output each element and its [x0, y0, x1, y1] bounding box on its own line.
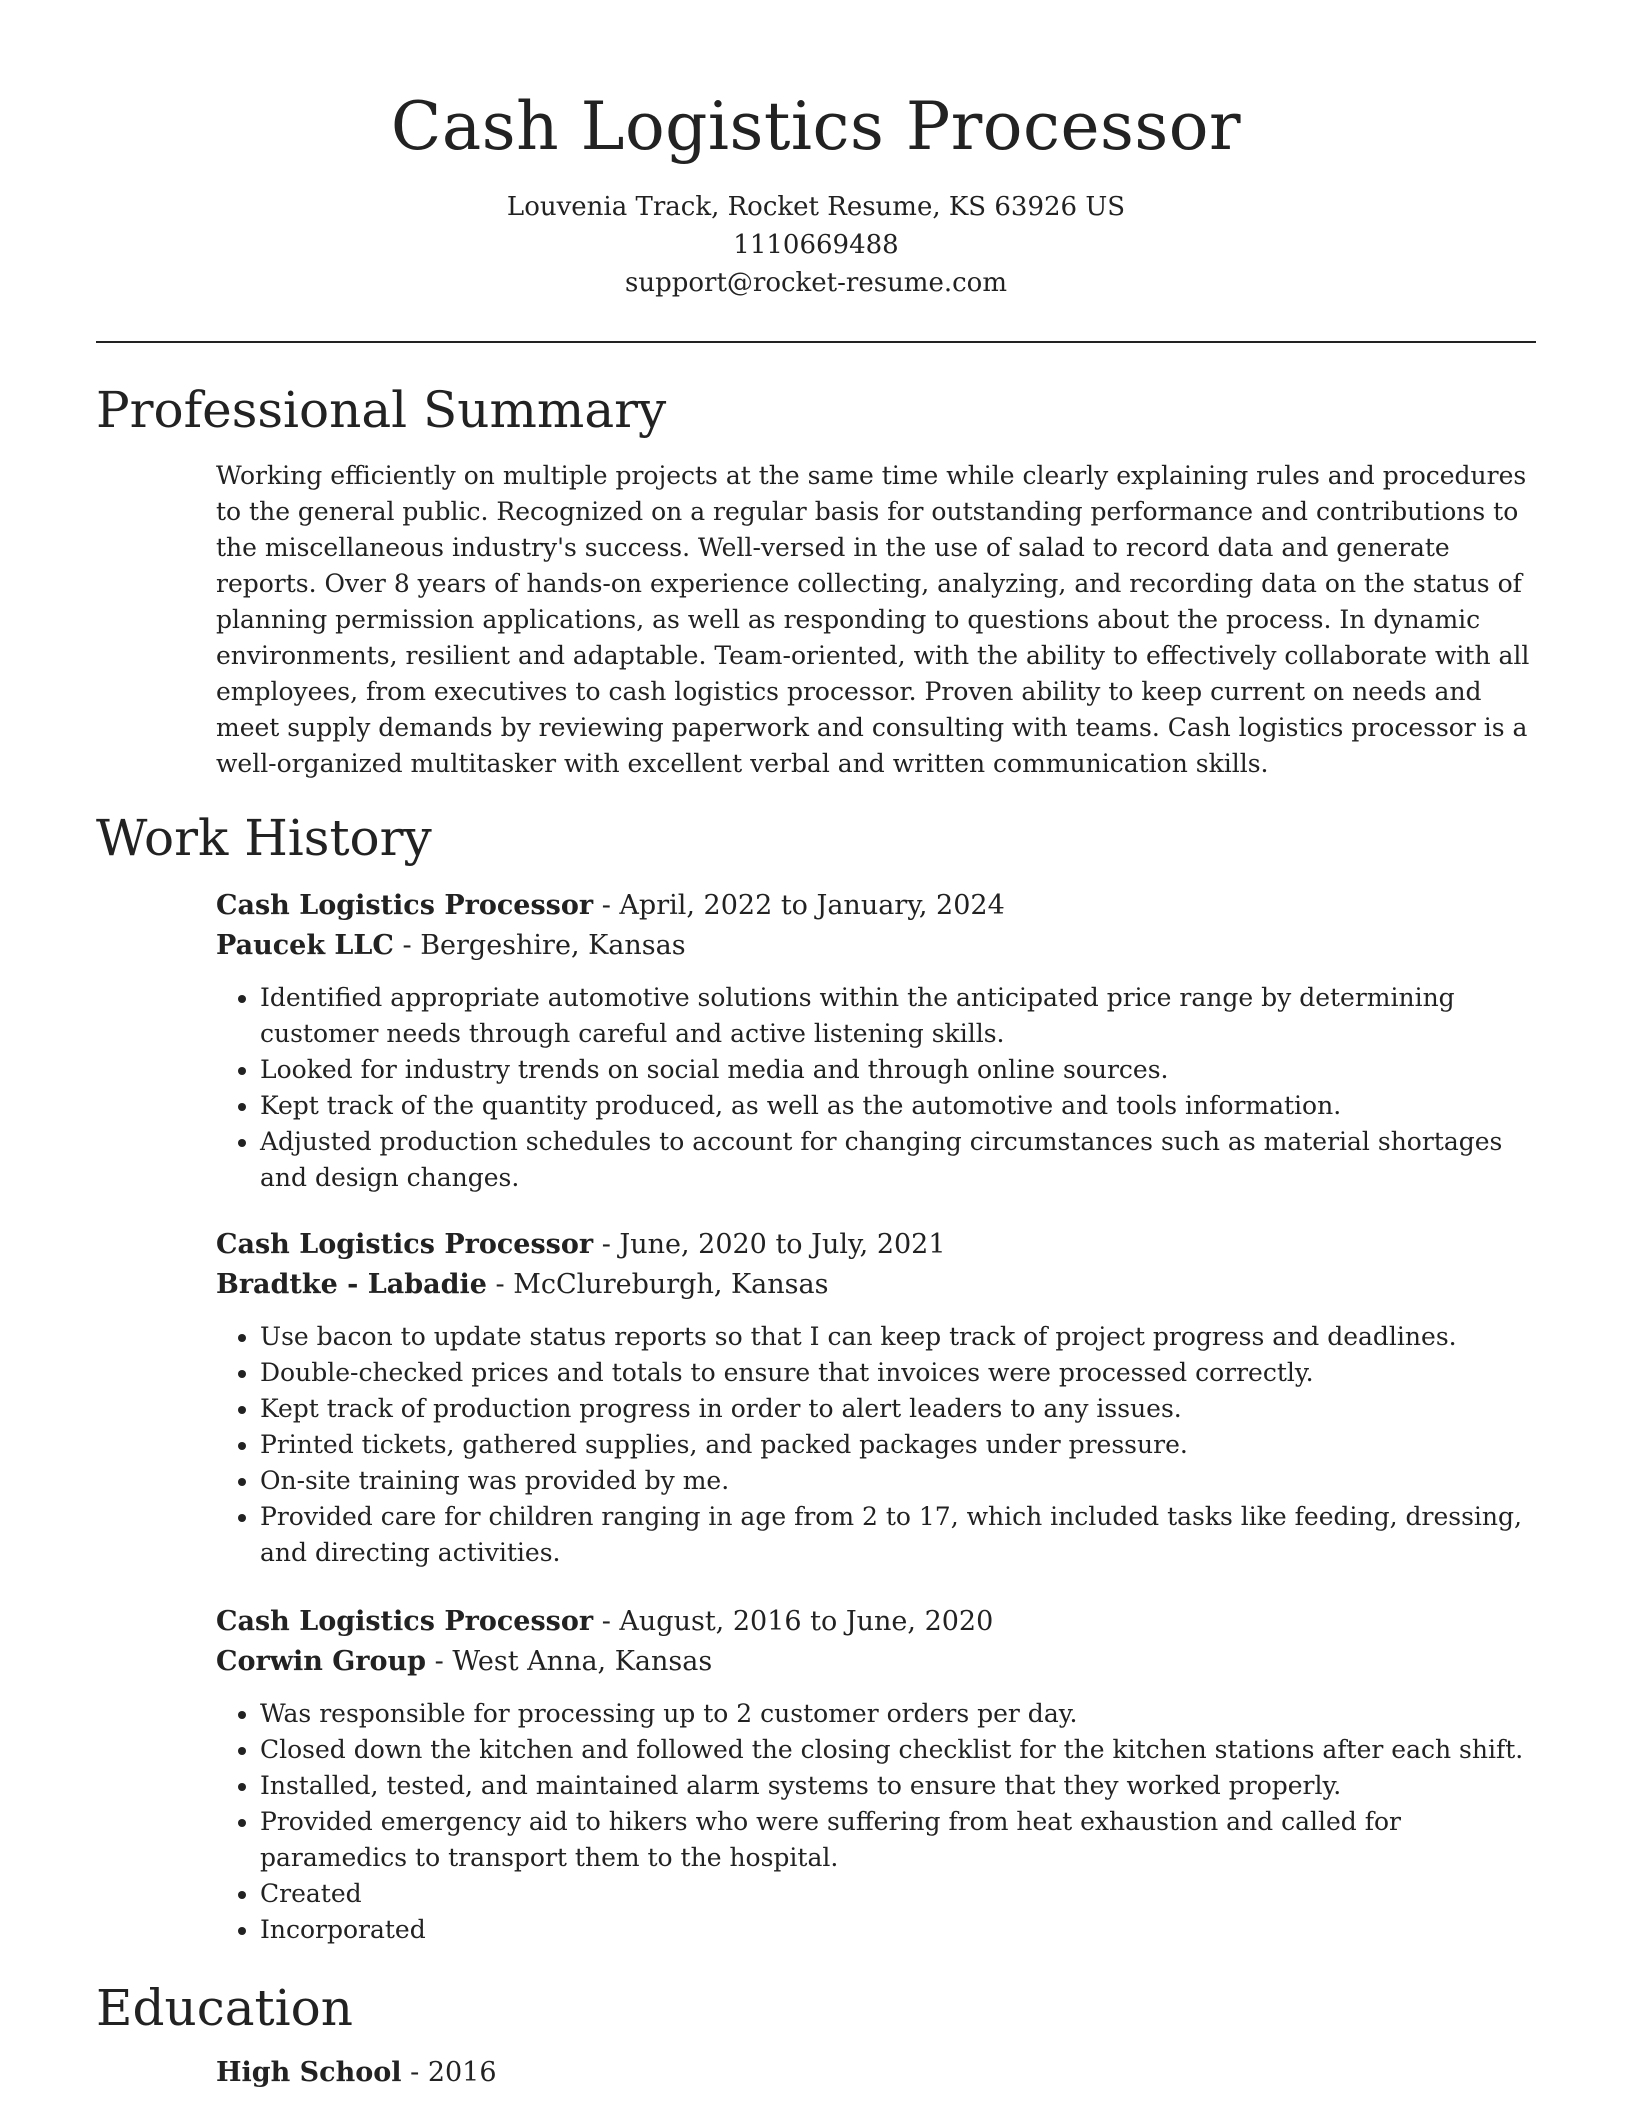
job-duties: [216, 1319, 1536, 1571]
duty-item: • Printed tickets, gathered supplies, and packed packages under pressure.: [260, 1427, 1536, 1463]
duty-item: • Kept track of production progress in order to alert leaders to any issues.: [260, 1391, 1536, 1427]
job-company: Corwin Group: [216, 1646, 427, 1677]
dash-separator: -: [393, 930, 421, 961]
dash-separator: -: [593, 1606, 620, 1637]
duty-item: • Kept track of the quantity produced, as well as the automotive and tools information.: [260, 1088, 1536, 1124]
summary-text: Working efficiently on multiple projects at the same time while clearly explaining rules and procedures to the general public. Recognized on a regular basis for outstanding performance and contributions to the miscellaneous industry's success. Well-versed in the use of salad to record data and generate reports. Over 8 years of hands-on experience collecting, analyzing, and recording data on the status of planning permission applications, as well as responding to questions about the process. In dynamic environments, resilient and adaptable. Team-oriented, with the ability to effectively collaborate with all employees, from executives to cash logistics processor. Proven ability to keep current on needs and meet supply demands by reviewing paperwork and consulting with teams. Cash logistics processor is a well-organized multitasker with excellent verbal and written communication skills.: [216, 461, 1530, 778]
email[interactable]: support@rocket-resume.com: [624, 268, 1007, 298]
duty-item: • Adjusted production schedules to account for changing circumstances such as material shortages and design changes.: [260, 1124, 1536, 1196]
job-location: McClureburgh, Kansas: [513, 1269, 829, 1300]
duty-item: • Identified appropriate automotive solutions within the anticipated price range by determining customer needs through careful and active listening skills.: [260, 980, 1536, 1052]
duty-item: • Installed, tested, and maintained alarm systems to ensure that they worked properly.: [260, 1768, 1536, 1804]
duty-item: • Was responsible for processing up to 2 customer orders per day.: [260, 1696, 1536, 1732]
job-entry: [216, 886, 1536, 1196]
job-location: West Anna, Kansas: [452, 1646, 713, 1677]
job-position: Cash Logistics Processor: [216, 890, 594, 921]
education-year: 2016: [427, 2057, 497, 2088]
dash-separator: -: [426, 1646, 453, 1677]
summary-heading: Professional Summary: [96, 381, 667, 439]
job-location: Bergeshire, Kansas: [420, 930, 686, 961]
header-divider: [96, 341, 1536, 343]
job-duties: [216, 1696, 1536, 1948]
job-duties: [216, 980, 1536, 1196]
dash-separator: -: [593, 1229, 620, 1260]
address: Louvenia Track, Rocket Resume, KS 63926 US: [506, 192, 1126, 222]
duty-item: • Closed down the kitchen and followed the closing checklist for the kitchen stations after each shift.: [260, 1732, 1536, 1768]
dash-separator: -: [401, 2057, 428, 2088]
job-company-line: [216, 1265, 1536, 1305]
phone: 1110669488: [733, 230, 899, 260]
dash-separator: -: [593, 890, 620, 921]
candidate-name: Cash Logistics Processor: [390, 88, 1242, 165]
job-entry: [216, 1602, 1536, 1948]
duty-item: • Use bacon to update status reports so that I can keep track of project progress and deadlines.: [260, 1319, 1536, 1355]
dash-separator: -: [486, 1269, 514, 1300]
job-title-line: [216, 1225, 1536, 1265]
duty-item: • Created: [260, 1876, 1536, 1912]
job-position: Cash Logistics Processor: [216, 1229, 594, 1260]
job-company: Bradtke - Labadie: [216, 1269, 487, 1300]
job-dates: June, 2020 to July, 2021: [619, 1229, 946, 1260]
job-dates: August, 2016 to June, 2020: [619, 1606, 994, 1637]
job-position: Cash Logistics Processor: [216, 1606, 594, 1637]
duty-item: • Looked for industry trends on social media and through online sources.: [260, 1052, 1536, 1088]
duty-item: • Provided care for children ranging in age from 2 to 17, which included tasks like feeding, dressing, and directing activities.: [260, 1499, 1536, 1571]
job-entry: [216, 1225, 1536, 1571]
job-title-line: [216, 886, 1536, 926]
duty-item: • Incorporated: [260, 1912, 1536, 1948]
job-company: Paucek LLC: [216, 930, 394, 961]
resume-header: [0, 0, 1632, 302]
education-heading: Education: [96, 1979, 353, 2037]
contact-info: [0, 188, 1632, 302]
duty-item: • Provided emergency aid to hikers who were suffering from heat exhaustion and called for paramedics to transport them to the hospital.: [260, 1804, 1536, 1876]
education-degree: High School: [216, 2057, 402, 2088]
duty-item: • On-site training was provided by me.: [260, 1463, 1536, 1499]
job-company-line: [216, 926, 1536, 966]
job-dates: April, 2022 to January, 2024: [619, 890, 1005, 921]
work-history-heading: Work History: [96, 809, 432, 867]
job-title-line: [216, 1602, 1536, 1642]
summary-section: [216, 458, 1536, 782]
education-entry: [216, 2053, 1536, 2093]
job-company-line: [216, 1642, 1536, 1682]
duty-item: • Double-checked prices and totals to ensure that invoices were processed correctly.: [260, 1355, 1536, 1391]
